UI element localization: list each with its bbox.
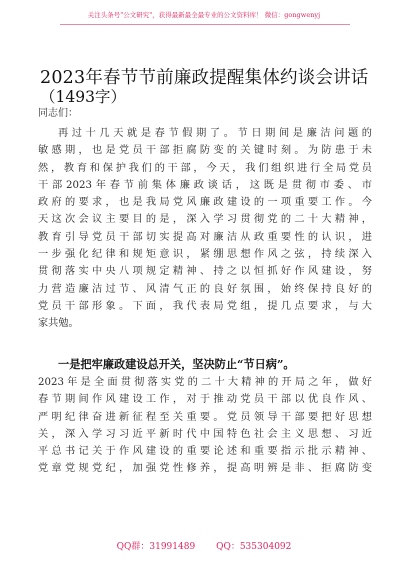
paragraph-line: 家共勉。 xyxy=(38,318,79,330)
paragraph-line: 力营造廉洁过节、风清气正的良好氛围，始终保持良好的 xyxy=(38,283,372,295)
header-divider xyxy=(60,24,350,25)
paragraph-section-1 xyxy=(38,374,372,478)
paragraph-line: 关，深入学习习近平新时代中国特色社会主义思想、习近 xyxy=(38,428,372,440)
paragraph-line: 一步强化纪律和规矩意识，紧绷思想作风之弦，持续深入 xyxy=(38,249,372,261)
paragraph-line: 贯彻落实中央八项规定精神、持之以恒抓好作风建设，努 xyxy=(38,266,372,278)
paragraph-line: 天这次会议主要目的是，深入学习贯彻党的二十大精神， xyxy=(38,214,372,226)
paragraph-line: 党章党规党纪，加强党性修养，提高明辨是非、拒腐防变 xyxy=(38,463,372,475)
document-title: 2023年春节节前廉政提醒集体约谈会讲话 xyxy=(40,68,369,88)
paragraph-line: 再过十几天就是春节假期了。节日期间是廉洁问题的 xyxy=(58,128,372,139)
paragraph-line: 敏感期，也是党员干部拒腐防变的关键时刻。为防患于未 xyxy=(38,145,372,157)
paragraph-line: 严明纪律奋进新征程至关重要。党员领导干部要把好思想 xyxy=(38,411,372,423)
paragraph-line: 平总书记关于作风建设的重要论述和重要指示批示精神、 xyxy=(38,446,372,458)
paragraph-line: 教育引导党员干部切实提高对廉洁从政重要性的认识，进 xyxy=(38,231,372,243)
footer-qq-group: QQ群：31991489 xyxy=(116,542,196,552)
document-word-count: （1493字） xyxy=(40,88,126,106)
salutation: 同志们： xyxy=(38,108,78,119)
paragraph-line: 党员干部形象。下面，我代表局党组，提几点要求，与大 xyxy=(38,300,372,312)
paragraph-line: 然，教育和保护我们的干部，今天，我们组织进行全局党员 xyxy=(38,162,372,174)
paragraph-intro xyxy=(38,125,372,333)
footer-contacts xyxy=(0,539,408,552)
footer-qq: QQ：535304092 xyxy=(216,542,292,552)
paragraph-line: 2023年是全面贯彻落实党的二十大精神的开局之年，做好 xyxy=(38,377,372,388)
section-heading-1: 一是把牢廉政建设总开关，坚决防止“节日病”。 xyxy=(58,357,295,371)
paragraph-line: 政府的要求，也是我局党风廉政建设的一项重要工作。今 xyxy=(38,197,372,209)
paragraph-line: 春节期间作风建设工作，对于推动党员干部以优良作风、 xyxy=(38,394,372,406)
header-banner: 关注头条号"公文研究"，获得最新最全最专业的公文资料库！ 微信：gongwenyj xyxy=(87,11,321,19)
paragraph-line: 干部2023年春节前集体廉政谈话，这既是贯彻市委、市 xyxy=(38,179,372,191)
